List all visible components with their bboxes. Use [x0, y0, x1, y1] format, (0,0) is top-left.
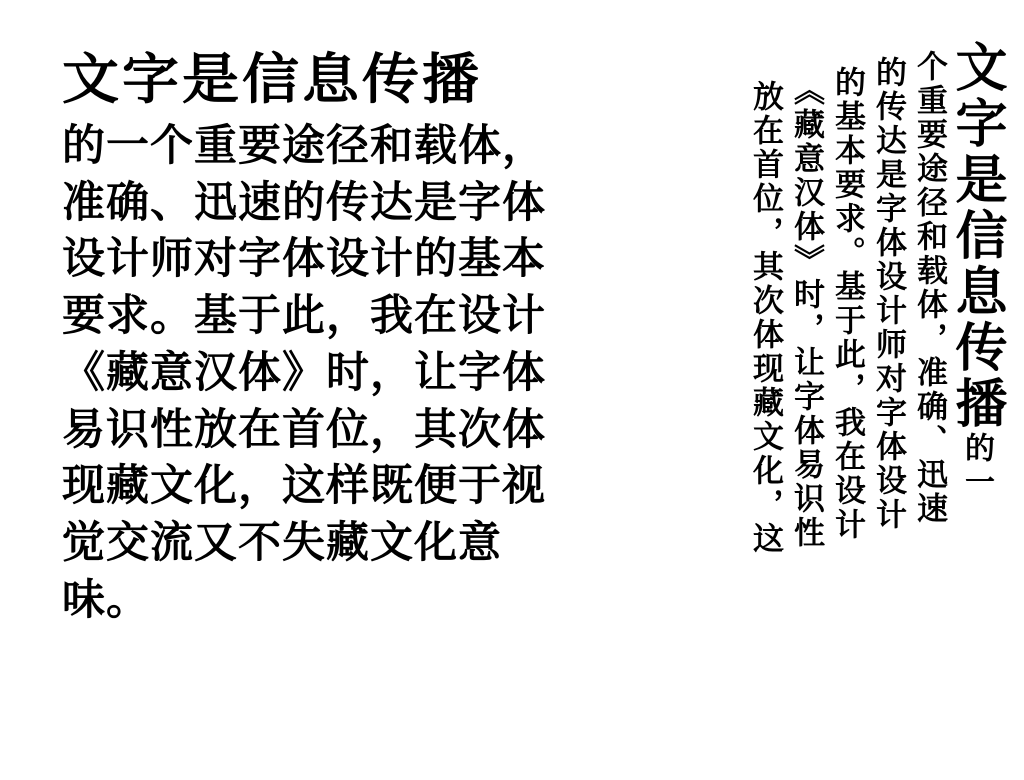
vertical-column-headline — [946, 40, 1006, 740]
horizontal-sample-block — [62, 48, 582, 629]
vertical-headline-tail: 的一 — [959, 432, 994, 500]
vertical-column-5: 《藏意汉体》时，让字体易识性 — [788, 74, 824, 550]
vertical-column-6: 放在首位，其次体现藏文化，这 — [747, 80, 783, 556]
vertical-column-2: 个重要途径和载体，准确、迅速 — [911, 50, 947, 526]
vertical-column-3: 的传达是字体设计师对字体设计 — [870, 56, 906, 532]
vertical-column-4: 的基本要求。基于此，我在设计 — [829, 66, 865, 542]
vertical-sample-block — [739, 40, 1006, 740]
horizontal-body-text: 的一个重要途径和载体，准确、迅速的传达是字体设计师对字体设计的基本要求。基于此，我在设计《藏意汉体》时，让字体易识性放在首位，其次体现藏文化，这样既便于视觉交流又不失藏文化意味。 — [62, 120, 546, 625]
horizontal-headline: 文字是信息传播 — [62, 48, 482, 112]
vertical-headline-text: 文字是信息传播 — [946, 40, 1006, 432]
